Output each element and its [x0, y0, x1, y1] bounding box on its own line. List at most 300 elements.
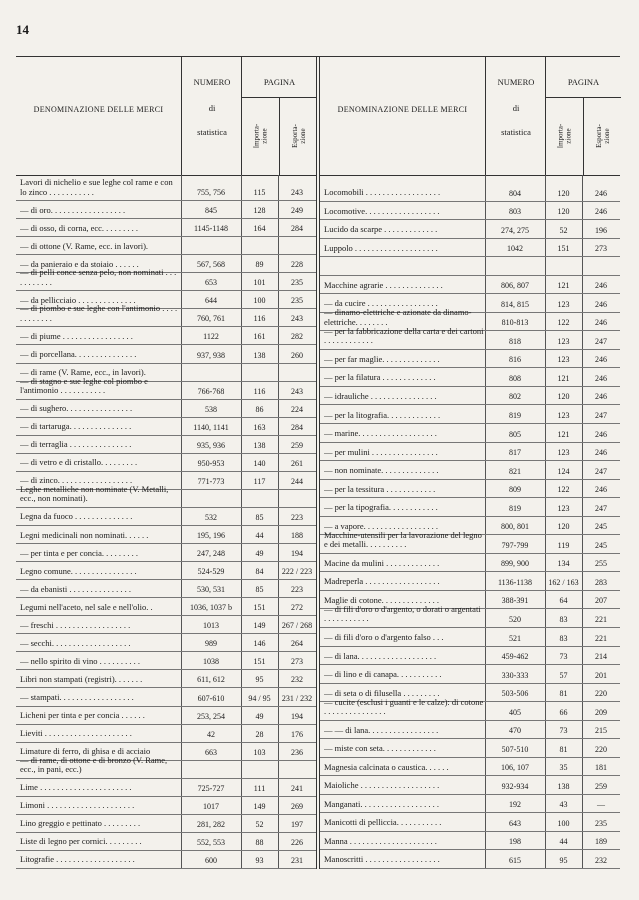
header-esportazione: Esporta- zione [290, 124, 307, 148]
table-row [16, 237, 316, 255]
table-row [16, 580, 316, 598]
statistic-number: 1140, 1141 [193, 422, 229, 432]
item-name: Locomobili . . . . . . . . . . . . . . . . . . [324, 188, 441, 198]
item-name: Macine da mulini . . . . . . . . . . . . . [324, 558, 440, 568]
item-name: Maglie di cotone. . . . . . . . . . . . . . [324, 595, 439, 605]
table-row [320, 721, 620, 740]
table-row [16, 526, 316, 544]
import-page: 149 [253, 621, 266, 631]
table-row [320, 604, 620, 628]
statistic-number: 766-768 [197, 386, 225, 396]
table-row [16, 670, 316, 688]
export-page: 223 [291, 512, 303, 522]
export-page: 232 [291, 675, 303, 685]
import-page: 103 [253, 747, 266, 757]
left-half [16, 57, 316, 869]
import-page: 151 [253, 657, 266, 667]
table-row [16, 345, 316, 363]
statistic-number: 600 [205, 855, 217, 865]
export-page: 246 [595, 188, 607, 198]
table-row [320, 795, 620, 814]
export-page: 209 [595, 707, 607, 717]
table-row [320, 326, 620, 350]
item-name: Lavori di nichelio e sue leghe col rame e con lo zinco . . . . . . . . . . . [20, 178, 173, 197]
export-page: 246 [595, 355, 607, 365]
statistic-number: 899, 900 [501, 559, 529, 569]
statistic-number: 1145-1148 [193, 224, 229, 234]
item-name: Liste di legno per cornici. . . . . . . . . [20, 837, 142, 847]
statistic-number: 530, 531 [197, 585, 225, 595]
import-page: 88 [255, 837, 264, 847]
import-page: 121 [557, 373, 570, 383]
import-page: 138 [253, 440, 266, 450]
item-name: — da cucire . . . . . . . . . . . . . . . . . [324, 299, 438, 309]
item-name: — di tartaruga. . . . . . . . . . . . . . . [20, 422, 132, 432]
export-page: 259 [291, 440, 303, 450]
statistic-number: 552, 553 [197, 837, 225, 847]
table-row [320, 405, 620, 424]
import-page: 140 [253, 458, 266, 468]
statistic-number: 932-934 [501, 781, 529, 791]
table-row [320, 183, 620, 202]
item-name: Legni medicinali non nominati. . . . . . [20, 530, 149, 540]
table-row [320, 776, 620, 795]
export-page: 226 [291, 837, 303, 847]
import-page: 138 [557, 781, 570, 791]
import-page: 123 [557, 336, 570, 346]
item-name: — miste con seta. . . . . . . . . . . . . [324, 744, 436, 754]
table-row [320, 665, 620, 684]
item-name: — per la litografia. . . . . . . . . . . . . [324, 410, 441, 420]
item-name: Macchine agrarie . . . . . . . . . . . . . . [324, 280, 443, 290]
import-page: 151 [557, 244, 570, 254]
header-importazione: Importa- zione [252, 123, 269, 149]
statistic-number: 803 [509, 207, 521, 217]
export-page: 259 [595, 781, 607, 791]
import-page: 123 [557, 411, 570, 421]
table-row [16, 562, 316, 580]
import-page: 100 [557, 818, 570, 828]
export-page: 243 [291, 386, 303, 396]
table-row [16, 797, 316, 815]
export-page: 220 [595, 689, 607, 699]
export-page: 246 [595, 299, 607, 309]
statistic-number: 817 [509, 448, 521, 458]
statistic-number: 520 [509, 614, 521, 624]
statistic-number: 663 [205, 747, 217, 757]
item-name: — di piume . . . . . . . . . . . . . . . . . [20, 331, 133, 341]
table-row [320, 387, 620, 406]
item-name: Lime . . . . . . . . . . . . . . . . . . . . . . [20, 783, 132, 793]
header-pagina [545, 57, 621, 175]
import-page: 52 [559, 225, 568, 235]
table-row [320, 572, 620, 591]
header-di-label: di [208, 103, 216, 113]
table-row [320, 257, 620, 276]
item-name: — da panieraio e da stoiaio . . . . . . [20, 259, 139, 269]
table-row [320, 628, 620, 647]
import-page: 85 [255, 585, 264, 595]
table-row [16, 508, 316, 526]
export-page: 246 [595, 392, 607, 402]
export-page: 235 [291, 296, 303, 306]
statistic-number: 818 [509, 336, 521, 346]
import-page: 89 [255, 260, 264, 270]
import-page: 49 [255, 711, 264, 721]
export-page: 247 [595, 336, 607, 346]
table-row [320, 368, 620, 387]
table-row [320, 647, 620, 666]
table-row [16, 178, 316, 201]
import-page: 123 [557, 299, 570, 309]
table-row [16, 707, 316, 725]
table-row [16, 219, 316, 237]
import-page: 94 / 95 [248, 693, 271, 703]
item-name: — freschi . . . . . . . . . . . . . . . . . . [20, 620, 131, 630]
statistic-number: 1038 [203, 657, 219, 667]
table-header [320, 57, 620, 176]
import-page: 120 [557, 392, 570, 402]
item-name: — di ottone (V. Rame, ecc. in lavori). [20, 241, 149, 251]
statistic-number: 388-391 [501, 596, 529, 606]
export-page: 246 [595, 207, 607, 217]
table-header [16, 57, 316, 176]
item-name: — nello spirito di vino . . . . . . . . . . [20, 656, 140, 666]
import-page: 111 [253, 783, 266, 793]
import-page: 122 [557, 485, 570, 495]
item-name: — da pellicciaio . . . . . . . . . . . . . . [20, 295, 136, 305]
table-row [16, 400, 316, 418]
export-page: 244 [291, 476, 303, 486]
right-rows [320, 175, 620, 869]
import-page: 115 [253, 188, 266, 198]
item-name: Luppolo . . . . . . . . . . . . . . . . . . . . [324, 243, 438, 253]
export-page: 243 [291, 314, 303, 324]
item-name: — di rame (V. Rame, ecc., in lavori). [20, 368, 146, 378]
export-page: 247 [595, 503, 607, 513]
item-name: Madreperla . . . . . . . . . . . . . . . . . . [324, 577, 440, 587]
item-name: — di rame, di ottone e di bronzo (V. Rame, ecc., in pani, ecc.) [20, 755, 168, 775]
statistic-number: 532 [205, 512, 217, 522]
statistic-number: 524-529 [197, 567, 225, 577]
item-name: — per mulini . . . . . . . . . . . . . . . . [324, 447, 438, 457]
item-name: — di seta o di filusella . . . . . . . . . [324, 688, 440, 698]
statistic-number: 195, 196 [197, 531, 225, 541]
item-name: Libri non stampati (registri). . . . . . . [20, 674, 143, 684]
item-name: Limature di ferro, di ghisa e di acciaio [20, 747, 151, 757]
import-page: 93 [255, 855, 264, 865]
export-page: 207 [595, 596, 607, 606]
statistic-number: 808 [509, 373, 521, 383]
header-pagina-label: PAGINA [263, 77, 296, 87]
import-page: 120 [557, 207, 570, 217]
table-row [320, 813, 620, 832]
statistic-number: 797-799 [501, 540, 529, 550]
import-page: 164 [253, 224, 266, 234]
export-page: 222 / 223 [281, 567, 313, 577]
import-page: 81 [559, 744, 568, 754]
table-row [320, 498, 620, 517]
item-name: Litografie . . . . . . . . . . . . . . . . . . . [20, 855, 135, 865]
item-name: — cucite (esclusi i guanti e le calze): di cotone . . . . . . . . . . . . . . . [324, 697, 484, 717]
table-row [16, 634, 316, 652]
table-row [320, 758, 620, 777]
table-row [16, 268, 316, 291]
import-page: 123 [557, 448, 570, 458]
import-page: 95 [559, 855, 568, 865]
import-page: 44 [559, 837, 568, 847]
statistic-number: 819 [509, 411, 521, 421]
import-page: 83 [559, 614, 568, 624]
statistic-number: 281, 282 [197, 819, 225, 829]
statistic-number: 198 [509, 837, 521, 847]
import-page: 128 [253, 206, 266, 216]
item-name: — per la tessitura . . . . . . . . . . . . [324, 484, 436, 494]
export-page: 246 [595, 485, 607, 495]
export-page: 282 [291, 332, 303, 342]
export-page: 269 [291, 801, 303, 811]
import-page: 116 [253, 314, 266, 324]
export-page: 243 [291, 188, 303, 198]
table-row [16, 688, 316, 706]
header-denominazione: DENOMINAZIONE DELLE MERCI [337, 105, 468, 114]
import-page: 163 [253, 422, 266, 432]
statistic-number: 405 [509, 707, 521, 717]
table-row [320, 276, 620, 295]
statistic-number: 806, 807 [501, 281, 529, 291]
statistic-number: 810-813 [501, 318, 529, 328]
statistic-number: 253, 254 [197, 711, 225, 721]
table-row [16, 833, 316, 851]
export-page: 188 [291, 531, 303, 541]
statistic-number: 935, 936 [197, 440, 225, 450]
import-page: 57 [559, 670, 568, 680]
export-page: 264 [291, 639, 303, 649]
export-page: 246 [595, 318, 607, 328]
statistic-number: 800, 801 [501, 522, 529, 532]
table-row [16, 755, 316, 779]
export-page: 284 [291, 224, 303, 234]
statistic-number: 816 [509, 355, 521, 365]
item-name: — di porcellana. . . . . . . . . . . . . . . [20, 350, 137, 360]
item-name: — per la tipografia. . . . . . . . . . . . [324, 503, 438, 513]
item-name: Licheni per tinta e per concia . . . . . . [20, 711, 145, 721]
statistic-number: 814, 815 [501, 299, 529, 309]
item-name: Lucido da scarpe . . . . . . . . . . . . . [324, 225, 438, 235]
import-page: 28 [255, 729, 264, 739]
import-page: 52 [255, 819, 264, 829]
import-page: 149 [253, 801, 266, 811]
item-name: — stampati. . . . . . . . . . . . . . . . . . [20, 693, 134, 703]
export-page: 246 [595, 373, 607, 383]
export-page: 194 [291, 549, 303, 559]
item-name: — di lino e di canapa. . . . . . . . . . . [324, 670, 442, 680]
header-numero [181, 57, 242, 175]
import-page: 85 [255, 512, 264, 522]
export-page: 284 [291, 422, 303, 432]
table-row [320, 461, 620, 480]
item-name: — di piombo e sue leghe con l'antimonio . . . . . . . . . . . . [20, 304, 178, 323]
table-row [320, 697, 620, 721]
import-page: 119 [557, 540, 570, 550]
statistic-number: 1036, 1037 b [190, 603, 232, 613]
statistic-number: 643 [509, 818, 521, 828]
table-row [16, 436, 316, 454]
export-page: 214 [595, 652, 607, 662]
export-page: 255 [595, 559, 607, 569]
statistic-number: 1122 [203, 332, 219, 342]
export-page: 267 / 268 [281, 621, 313, 631]
statistic-number: 937, 938 [197, 350, 225, 360]
item-name: Manicotti di pelliccia. . . . . . . . . . . [324, 818, 442, 828]
item-name: — per la filatura . . . . . . . . . . . . . [324, 373, 436, 383]
table-row [16, 201, 316, 219]
statistic-number: 611, 612 [197, 675, 225, 685]
statistic-number: 615 [509, 855, 521, 865]
left-rows [16, 175, 316, 869]
import-page: 121 [557, 281, 570, 291]
statistic-number: 760, 761 [197, 314, 225, 324]
header-esportazione: Esporta- zione [594, 124, 611, 148]
item-name: — secchi. . . . . . . . . . . . . . . . . . . [20, 638, 131, 648]
item-name: Legna da fuoco . . . . . . . . . . . . . . [20, 512, 133, 522]
table-row [320, 480, 620, 499]
statistic-number: 1136-1138 [497, 577, 533, 587]
import-page: 122 [557, 318, 570, 328]
item-name: — di lana. . . . . . . . . . . . . . . . . . . [324, 651, 437, 661]
item-name: — dinamo-elettriche e azionate da dinamo-elettriche. . . . . . . . [324, 308, 472, 327]
item-name: — a vapore. . . . . . . . . . . . . . . . . . [324, 521, 439, 531]
import-page: 123 [557, 355, 570, 365]
right-half [320, 57, 620, 869]
table-row [320, 850, 620, 869]
header-numero-label: NUMERO [497, 77, 535, 87]
export-page: 221 [595, 614, 607, 624]
statistic-number: 247, 248 [197, 549, 225, 559]
header-denominazione: DENOMINAZIONE DELLE MERCI [33, 105, 164, 114]
import-page: 124 [557, 466, 570, 476]
item-name: Macchine-utensili per la lavorazione del legno e dei metalli. . . . . . . . . . [324, 530, 482, 550]
item-name: — — di lana. . . . . . . . . . . . . . . . . [324, 725, 439, 735]
export-page: 245 [595, 522, 607, 532]
import-page: 134 [557, 559, 570, 569]
import-page: 123 [557, 503, 570, 513]
statistic-number: 1042 [507, 244, 523, 254]
export-page: 246 [595, 429, 607, 439]
table-row [16, 616, 316, 634]
item-name: — da ebanisti . . . . . . . . . . . . . . . [20, 584, 131, 594]
table-row [16, 544, 316, 562]
item-name: — per far maglie. . . . . . . . . . . . . . [324, 354, 440, 364]
table-row [16, 418, 316, 436]
import-page: 138 [253, 350, 266, 360]
statistic-number: 470 [509, 726, 521, 736]
table-row [16, 779, 316, 797]
export-page: 224 [291, 404, 303, 414]
statistic-number: 192 [509, 800, 521, 810]
import-page: 151 [253, 603, 266, 613]
statistic-number: 503-506 [501, 689, 529, 699]
item-name: — non nominate. . . . . . . . . . . . . . [324, 466, 439, 476]
import-page: 66 [559, 707, 568, 717]
item-name: Magnesia calcinata o caustica. . . . . . [324, 762, 449, 772]
statistic-number: 607-610 [197, 693, 225, 703]
export-page: 231 / 232 [281, 693, 313, 703]
header-importazione: Importa- zione [556, 123, 573, 149]
item-name: — di osso, di corna, ecc. . . . . . . . . [20, 223, 139, 233]
import-page: 120 [557, 522, 570, 532]
item-name: — per la fabbricazione della carta e dei cartoni . . . . . . . . . . . . [324, 326, 484, 346]
statistic-number: 521 [509, 633, 521, 643]
item-name: — di pelli conce senza pelo, non nominati . . . . . . . . . . . [20, 268, 177, 287]
export-page: 189 [595, 837, 607, 847]
import-page: 117 [253, 476, 266, 486]
item-name: — marine. . . . . . . . . . . . . . . . . . . [324, 429, 437, 439]
table-row [16, 304, 316, 327]
export-page: 235 [291, 278, 303, 288]
table-row [320, 202, 620, 221]
table-row [320, 350, 620, 369]
export-page: 247 [595, 466, 607, 476]
item-name: — di sughero. . . . . . . . . . . . . . . . [20, 404, 133, 414]
import-page: 116 [253, 386, 266, 396]
statistic-number: 653 [205, 278, 217, 288]
statistic-number: 845 [205, 206, 217, 216]
statistic-number: 819 [509, 503, 521, 513]
item-name: Manoscritti . . . . . . . . . . . . . . . . . . [324, 855, 440, 865]
item-name: Locomotive. . . . . . . . . . . . . . . . . . [324, 206, 440, 216]
statistic-number: 567, 568 [197, 260, 225, 270]
statistic-number: 507-510 [501, 744, 529, 754]
statistic-number: 771-773 [197, 476, 225, 486]
table-row [16, 327, 316, 345]
import-page: 43 [559, 800, 568, 810]
export-page: 223 [291, 585, 303, 595]
export-page: 247 [595, 411, 607, 421]
import-page: 120 [557, 188, 570, 198]
table-row [16, 598, 316, 616]
table-row [16, 725, 316, 743]
export-page: 181 [595, 763, 607, 773]
export-page: 245 [595, 540, 607, 550]
import-page: 100 [253, 296, 266, 306]
export-page: 249 [291, 206, 303, 216]
export-page: 215 [595, 726, 607, 736]
statistic-number: 755, 756 [197, 188, 225, 198]
statistic-number: 459-462 [501, 652, 529, 662]
statistic-number: 330-333 [501, 670, 529, 680]
import-page: 121 [557, 429, 570, 439]
item-name: Maioliche . . . . . . . . . . . . . . . . . . . [324, 781, 440, 791]
export-page: — [597, 800, 605, 810]
import-page: 73 [559, 726, 568, 736]
export-page: 241 [291, 783, 303, 793]
export-page: 231 [291, 855, 303, 865]
export-page: 232 [595, 855, 607, 865]
item-name: — di terraglia . . . . . . . . . . . . . . . [20, 440, 132, 450]
statistic-number: 802 [509, 392, 521, 402]
table-row [16, 376, 316, 400]
statistic-number: 274, 275 [501, 225, 529, 235]
statistic-number: 725-727 [197, 783, 225, 793]
import-page: 83 [559, 633, 568, 643]
item-name: — di fili d'oro o d'argento, o dorati o argentati . . . . . . . . . . . [324, 604, 481, 624]
statistic-number: 821 [509, 466, 521, 476]
table-row [320, 239, 620, 258]
item-name: — di fili d'oro o d'argento falso . . . [324, 633, 444, 642]
item-name: Lieviti . . . . . . . . . . . . . . . . . . . . . [20, 729, 132, 739]
import-page: 146 [253, 639, 266, 649]
